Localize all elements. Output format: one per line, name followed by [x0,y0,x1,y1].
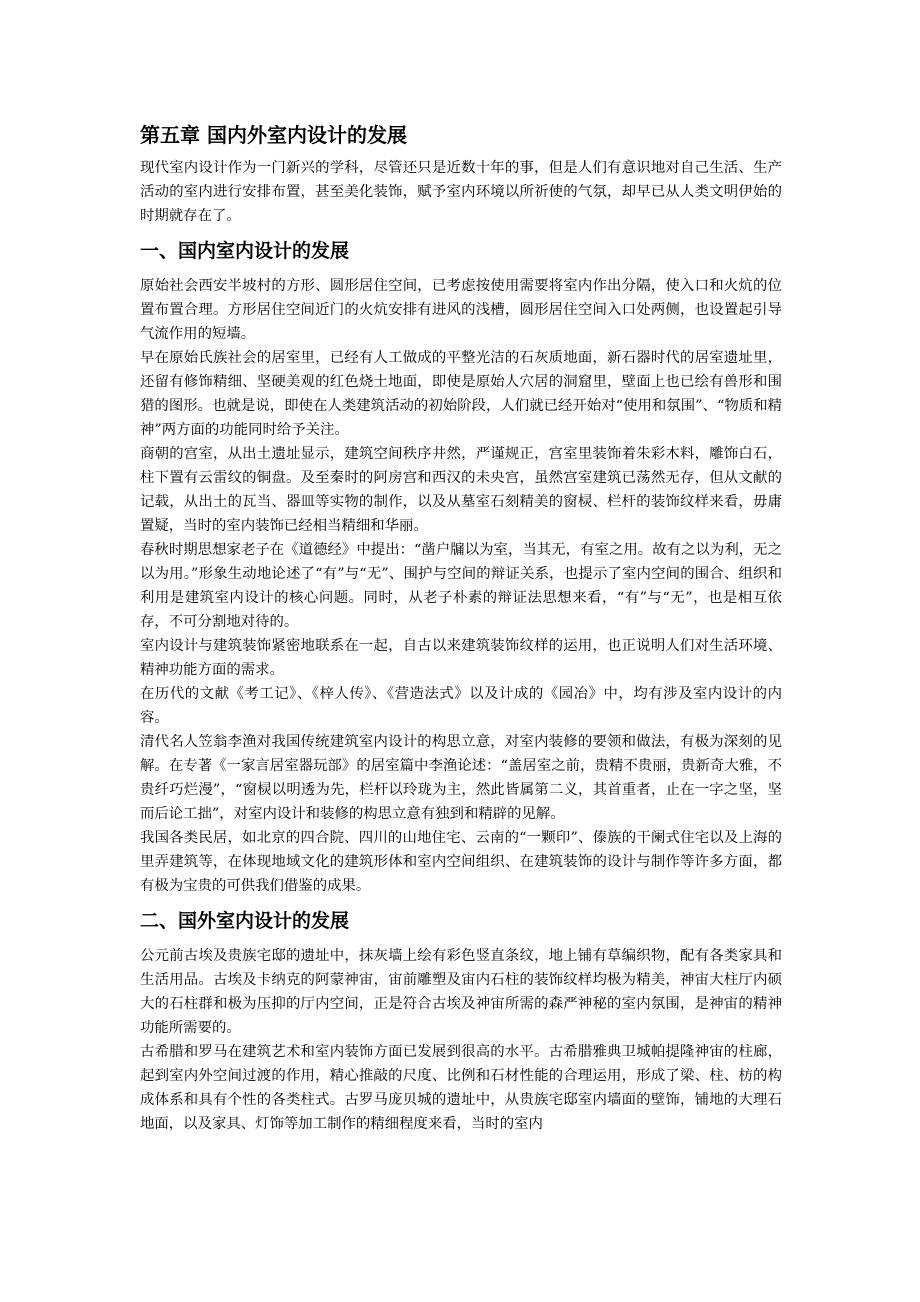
paragraph: 原始社会西安半坡村的方形、圆形居住空间，已考虑按使用需要将室内作出分隔，使入口和火炕的位置布置合理。方形居住空间近门的火炕安排有进风的浅槽，圆形居住空间入口处两侧，也设置起引导气流作用的短墙。 [140,278,782,342]
chapter-title: 第五章 国内外室内设计的发展 [140,123,407,147]
paragraph: 商朝的宫室，从出土遗址显示，建筑空间秩序井然，严谨规正，宫室里装饰着朱彩木料，雕饰白石，柱下置有云雷纹的铜盘。及至秦时的阿房宫和西汉的未央宫，虽然宫室建筑已荡然无存，但从文献的记载，从出土的瓦当、器皿等实物的制作，以及从墓室石刻精美的窗棂、栏杆的装饰纹样来看，毋庸置疑，当时的室内装饰已经相当精细和华丽。 [140,446,782,534]
document-body [140,120,782,1136]
paragraph: 在历代的文献《考工记》、《梓人传》、《营造法式》以及计成的《园冶》中，均有涉及室内设计的内容。 [140,686,782,726]
paragraph: 春秋时期思想家老子在《道德经》中提出：“凿户牖以为室，当其无，有室之用。故有之以为利，无之以为用。”形象生动地论述了“有”与“无”、围护与空间的辩证关系，也提示了室内空间的围合、组织和利用是建筑室内设计的核心问题。同时，从老子朴素的辩证法思想来看，“有”与“无”，也是相互依存，不可分割地对待的。 [140,542,782,630]
paragraph: 清代名人笠翁李渔对我国传统建筑室内设计的构思立意，对室内装修的要领和做法，有极为深刻的见解。在专著《一家言居室器玩部》的居室篇中李渔论述：“盖居室之前，贵精不贵丽，贵新奇大雅，不贵纤巧烂漫”，“窗棂以明透为先，栏杆以玲珑为主，然此皆属第二义，其首重者，止在一字之坚，坚而后论工拙”，对室内设计和装修的构思立意有独到和精辟的见解。 [140,734,782,822]
paragraph: 公元前古埃及贵族宅邸的遗址中，抹灰墙上绘有彩色竖直条纹，地上铺有草编织物，配有各类家具和生活用品。古埃及卡纳克的阿蒙神宙，宙前雕塑及宙内石柱的装饰纹样均极为精美，神宙大柱厅内硕大的石柱群和极为压抑的厅内空间，正是符合古埃及神宙所需的森严神秘的室内氛围，是神宙的精神功能所需要的。 [140,948,782,1036]
paragraph: 早在原始氏族社会的居室里，已经有人工做成的平整光洁的石灰质地面，新石器时代的居室遗址里，还留有修饰精细、坚硬美观的红色烧土地面，即使是原始人穴居的洞窟里，壁面上也已绘有兽形和围猎的图形。也就是说，即使在人类建筑活动的初始阶段，人们就已经开始对“使用和氛围”、“物质和精神”两方面的功能同时给予关注。 [140,350,782,438]
paragraph: 古希腊和罗马在建筑艺术和室内装饰方面已发展到很高的水平。古希腊雅典卫城帕提隆神宙的柱廊，起到室内外空间过渡的作用，精心推敲的尺度、比例和石材性能的合理运用，形成了梁、柱、枋的构成体系和具有个性的各类柱式。古罗马庞贝城的遗址中，从贵族宅邸室内墙面的壁饰，铺地的大理石地面，以及家具、灯饰等加工制作的精细程度来看，当时的室内 [140,1044,782,1132]
paragraph: 我国各类民居，如北京的四合院、四川的山地住宅、云南的“一颗印”、傣族的干阑式住宅以及上海的里弄建筑等，在体现地域文化的建筑形体和室内空间组织、在建筑装饰的设计与制作等许多方面，都有极为宝贵的可供我们借鉴的成果。 [140,830,782,894]
paragraph: 室内设计与建筑装饰紧密地联系在一起，自古以来建筑装饰纹样的运用，也正说明人们对生活环境、精神功能方面的需求。 [140,638,782,678]
section-title-foreign: 二、国外室内设计的发展 [140,910,350,932]
intro-paragraph: 现代室内设计作为一门新兴的学科，尽管还只是近数十年的事，但是人们有意识地对自己生活、生产活动的室内进行安排布置，甚至美化装饰，赋予室内环境以所祈使的气氛，却早已从人类文明伊始的时期就存在了。 [140,160,782,224]
section-title-domestic: 一、国内室内设计的发展 [140,240,350,262]
